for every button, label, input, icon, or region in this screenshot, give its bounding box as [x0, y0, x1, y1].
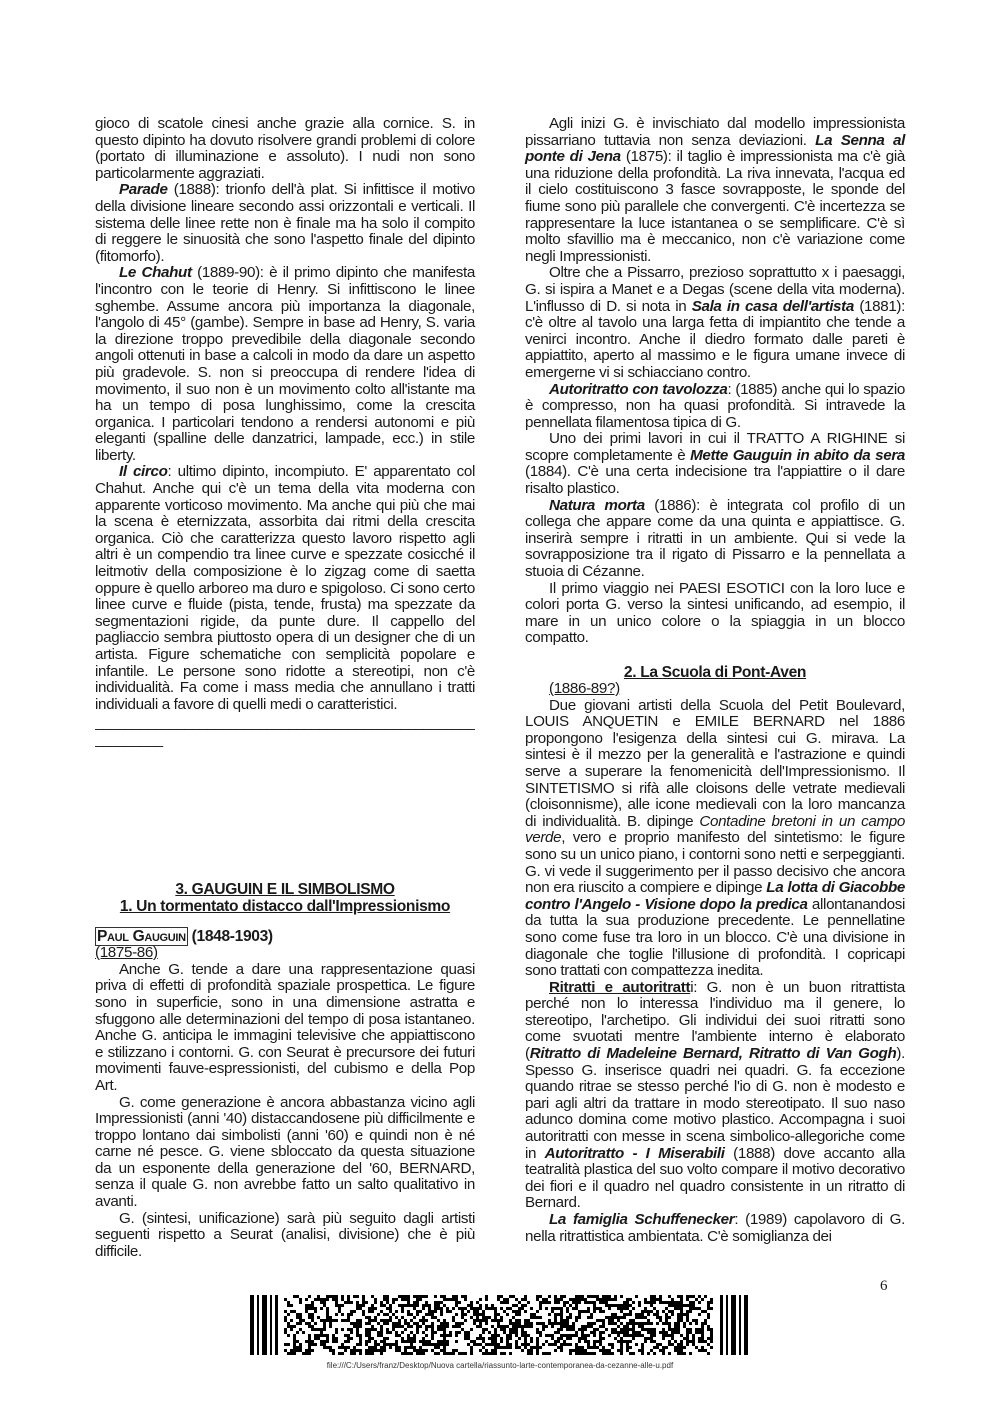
left-column: [95, 116, 475, 1260]
subheading: Ritratti e autoritratt: [549, 978, 691, 996]
artwork-title: Sala in casa dell'artista: [691, 297, 854, 315]
separator-line: _________: [95, 731, 163, 748]
paragraph-text: (1888): trionfo dell'à plat. Si infittisce il motivo della divisione lineare secondo assi orizzontali e verticali. Il sistema delle linee rette non è finale ma ha solo il compito di reggere le sinuosità che sono l'aspetto finale del dipinto (fitomorfo).: [95, 181, 475, 265]
artwork-title: Parade: [119, 181, 168, 199]
section-heading: 1. Un tormentato distacco dall'Impressionismo: [119, 897, 451, 915]
section-heading: 2. La Scuola di Pont-Aven: [623, 664, 807, 681]
artwork-title: Ritratto di Madeleine Bernard, Ritratto di Van Gogh: [529, 1045, 897, 1063]
paragraph: [525, 980, 905, 1212]
artwork-title: Natura morta: [549, 496, 645, 514]
paragraph-text: allontanandosi da tutta la sua produzione precedente. Le pennellatine sono come fuse tra loro in un blocco. C'è una divisione in diagonale che toglie l'illusione di profondità. I copricapi sono trattati con compattezza inedita.: [525, 895, 905, 980]
artwork-title: Autoritratto - I Miserabili: [544, 1144, 725, 1162]
paragraph-text: (1888) dove accanto alla teatralità plastica del suo volto compare il motivo decorativo dei fiori e il quadro nel quadro consistente in un ritratto di Bernard.: [525, 1144, 905, 1212]
paragraph: gioco di scatole cinesi anche grazie alla cornice. S. in questo dipinto ha dovuto risolvere grandi problemi di colore (portato di illuminazione e assoluto). I nudi non sono particolarmente aggraziati.: [95, 115, 475, 182]
paragraph: G. (sintesi, unificazione) sarà più seguito dagli artisti seguenti rispetto a Seurat (analisi, divisione) che è più difficile.: [95, 1209, 475, 1260]
paragraph: [95, 182, 475, 265]
right-column: [525, 116, 905, 1245]
chapter-heading: 3. GAUGUIN E IL SIMBOLISMO: [175, 880, 395, 898]
artwork-title: La famiglia Schuffenecker: [549, 1211, 735, 1228]
paragraph-text: i: G. non è un buon ritrattista perché non lo interessa l'individuo ma il genere, lo stereotipo, l'archetipo. Gli individui dei suoi ritratti sono come svuotati mentre l'ambiente interno è elaborato (: [525, 978, 905, 1063]
paragraph: [525, 498, 905, 581]
artwork-title: La lotta di Giacobbe contro l'Angelo - Visione dopo la predica: [525, 879, 905, 913]
file-path: file:///C:/Users/franz/Desktop/Nuova cartella/riassunto-larte-contemporanea-da-cezanne-alle-u.pdf: [326, 1361, 674, 1370]
paragraph: [525, 698, 905, 980]
period-dates: (1886-89?): [549, 680, 620, 697]
spacer: [95, 749, 475, 881]
separator-line: ___________________________________________________: [95, 715, 475, 732]
paragraph-text: Uno dei primi lavori in cui il TRATTO A RIGHINE si scopre completamente è: [525, 430, 905, 464]
author-years: (1848-1903): [187, 927, 273, 945]
paragraph-text: : ultimo dipinto, incompiuto. E' apparentato col Chahut. Anche qui c'è un tema della vita moderna con apparente vorticoso movimento. Ma anche qui più che mai la scena è eternizzata, assorbita dai ritmi della crescita organica. Ciò che caratterizza questo lavoro rispetto agli altri è un compendio tra linee curve e spezzate cosicché il leitmotiv della composizione è lo zigzag come di saetta oppure è quello arboreo ma duro e spigoloso. Ci sono certo linee curve e fluide (pista, tende, frusta) ma spezzate da segmentazioni rigide, da punte dure. Il cappello del pagliaccio sembra piuttosto opera di un designer che di un artista. Figure schematiche con semplicità popolare e infantile. Le persone sono ridotte a stereotipi, non c'è individualità. Fa come i mass media che annullano i tratti individuali a favore di quelli medi o caratteristici.: [95, 463, 475, 713]
paragraph-text: Due giovani artisti della Scuola del Petit Boulevard, LOUIS ANQUETIN e EMILE BERNARD nel 1886 propongono l'esigenza della sintesi cui G. mirava. La sintesi è il mezzo per la generalità e l'astrazione e quindi serve a superare la fenomenicità dell'Impressionismo. Il SINTETISMO si rifà alle cloisons delle vetrate medievali (cloisonnisme), alle icone medievali con la loro mancanza di individualità. B. dipinge: [525, 696, 905, 830]
paragraph: Anche G. tende a dare una rappresentazione quasi priva di effetti di profondità spaziale prospettica. Le figure sono in superficie, sono in una dimensione astratta e sfuggono alle determinazioni del tempo di posa istantaneo. Anche G. anticipa le immagini televisive che appiattiscono e stilizzano i contorni. G. con Seurat è precursore dei futuri movimenti fauve-espressionisti, del cubismo e della Pop Art.: [95, 960, 475, 1094]
paragraph: [525, 382, 905, 432]
paragraph-text: (1884). C'è una certa indecisione tra l'appiattire o il dare risalto plastico.: [525, 463, 905, 498]
paragraph-text: Oltre che a Pissarro, prezioso soprattutto x i paesaggi, G. si ispira a Manet e a Degas (scene della vita moderna). L'influsso di D. si nota in: [525, 264, 905, 315]
paragraph-text: Agli inizi G. è invischiato dal modello impressionista pissarriano tuttavia non senza deviazioni.: [525, 115, 905, 149]
paragraph: [525, 116, 905, 265]
paragraph: [95, 265, 475, 464]
paragraph: [525, 431, 905, 497]
page-number: 6: [880, 1278, 888, 1294]
author-name: Paul Gauguin: [97, 927, 186, 945]
paragraph-text: ). Spesso G. inserisce quadri nei quadri. G. fa eccezione quando ritrae se stesso perché l'io di G. non è modesto e pari agli altri da trattare in modo stereotipato. Il suo naso adunco domina come motivo plastico. Accompagna i suoi autoritratti con messe in scena simbolico-allegoriche come in: [525, 1045, 905, 1162]
period-dates: (1875-86): [95, 944, 158, 962]
paragraph-text: (1875): il taglio è impressionista ma c'è già una riduzione della profondità. La riva innevata, l'acqua ed il cielo costituiscono 3 fasce sovrapposte, le sponde del fiume sono più parallele che convergenti. C'è incertezza se rappresentare la luce istantanea o se semplificare. C'è sì molto sfavillio ma è meccanico, non c'è variazione come negli Impressionisti.: [525, 148, 906, 265]
paragraph-text: (1889-90): è il primo dipinto che manifesta l'incontro con le teorie di Henry. Si infittiscono le linee sghembe. Assume ancora più importanza la diagonale, l'angolo di 45° (gambe). Sempre in base ad Henry, S. varia la direzione troppo prevedibile della diagonale secondo angoli ottenuti in base a calcoli in modo da dare un aspetto più gradevole. S. non si preoccupa di rendere l'idea di movimento, il suo non è un movimento colto all'istante ma ha un tempo di posa lunghissimo, come la crescita organica. I particolari tendono a rendersi autonomi e più eleganti (spalline delle danzatrici, lampade, ecc.) in stile liberty.: [95, 264, 475, 464]
paragraph-text: : (1989) capolavoro di G. nella ritrattistica ambientata. C'è somiglianza dei: [525, 1211, 905, 1245]
paragraph: [525, 1212, 905, 1245]
artwork-title: Le Chahut: [119, 264, 192, 282]
artwork-title: Il circo: [119, 463, 168, 481]
paragraph-text: , vero e proprio manifesto del sintetismo: le figure sono su un unico piano, i contorni sono netti e serpeggianti. G. vi vede il suggerimento per il passo decisivo che ancora non era riuscito a compiere e dipinge: [525, 829, 905, 897]
artwork-title: Mette Gauguin in abito da sera: [690, 446, 905, 464]
paragraph: [525, 265, 905, 381]
paragraph-text: (1886): è integrata col profilo di un collega che appare come da una quinta e appiattisce. G. inserirà sempre i ritratti in un ambiente. Qui si vede la sovrapposizione tra il rigato di Pissarro e la pennellata a stuoia di Cézanne.: [525, 496, 905, 581]
paragraph: [95, 464, 475, 713]
paragraph-text: : (1885) anche qui lo spazio è compresso, non ha quasi profondità. Si intravede la pennellata filamentosa tipica di G.: [525, 380, 905, 431]
author-heading: [95, 929, 475, 946]
paragraph: G. come generazione è ancora abbastanza vicino agli Impressionisti (anni '40) distaccandosene più difficilmente e troppo lontano dai simbolisti (anni '60) e quindi non è né carne né pesce. G. viene sbloccato da questa situazione da un esponente della generazione del '60, BERNARD, senza il quale G. non avrebbe fatto un salto qualitativo in avanti.: [95, 1093, 475, 1211]
barcode-image: [250, 1295, 750, 1355]
artwork-title: Autoritratto con tavolozza: [549, 380, 728, 398]
artwork-title: Contadine bretoni in un campo verde: [525, 812, 905, 847]
artwork-title: La Senna al ponte di Jena: [525, 131, 905, 166]
paragraph: Il primo viaggio nei PAESI ESOTICI con la loro luce e colori porta G. verso la sintesi unificando, ad esempio, il mare in un unico colore o la spiaggia in un blocco compatto.: [525, 579, 905, 647]
paragraph-text: (1881): c'è oltre al tavolo una larga fetta di impiantito che tende a venirci incontro. Anche il diedro formato dalle pareti è appiattito, aperto al massimo e le figura umane invece di emergerne vi si schiacciano contro.: [525, 297, 906, 381]
